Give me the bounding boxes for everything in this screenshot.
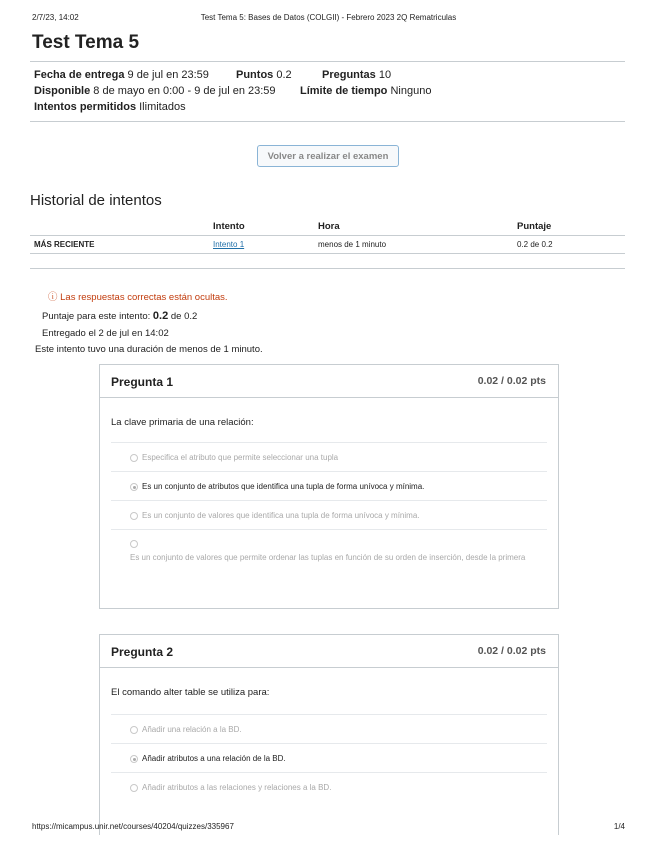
radio-button-selected[interactable] xyxy=(130,755,138,763)
attempt-score: 0.2 de 0.2 xyxy=(517,240,553,249)
footer-page-number: 1/4 xyxy=(613,822,625,831)
question-points: 0.02 / 0.02 pts xyxy=(477,645,546,657)
answer-option xyxy=(111,714,547,744)
answer-text: Es un conjunto de valores que identifica una tupla de forma unívoca y mínima. xyxy=(142,511,420,520)
points: Puntos 0.2 xyxy=(236,69,292,81)
answer-option xyxy=(111,743,547,773)
retake-quiz-button[interactable]: Volver a realizar el examen xyxy=(257,145,399,167)
answer-text: Especifica el atributo que permite seleccionar una tupla xyxy=(142,453,339,462)
question-card xyxy=(99,364,559,609)
answer-text: Añadir atributos a las relaciones y relaciones a la BD. xyxy=(142,783,332,792)
page-title: Test Tema 5 xyxy=(32,32,140,53)
column-header-attempt: Intento xyxy=(213,221,245,232)
time-limit: Límite de tiempo Ninguno xyxy=(300,85,432,97)
question-header xyxy=(100,635,558,668)
answer-text: Es un conjunto de atributos que identifica una tupla de forma unívoca y mínima. xyxy=(142,482,425,491)
answer-option xyxy=(111,471,547,501)
radio-button[interactable] xyxy=(130,726,138,734)
table-divider xyxy=(30,253,625,254)
question-card xyxy=(99,634,559,835)
radio-button[interactable] xyxy=(130,784,138,792)
due-date: Fecha de entrega 9 de jul en 23:59 xyxy=(34,69,209,81)
attempt-duration: Este intento tuvo una duración de menos de 1 minuto. xyxy=(35,344,263,355)
answer-option xyxy=(111,529,547,580)
answer-text: Es un conjunto de valores que permite ordenar las tuplas en función de su orden de inserción, desde la primera xyxy=(130,553,526,562)
row-label-most-recent: MÁS RECIENTE xyxy=(34,240,95,249)
allowed-attempts: Intentos permitidos Ilimitados xyxy=(34,101,186,113)
radio-button[interactable] xyxy=(130,454,138,462)
answer-option xyxy=(111,772,547,802)
question-text: La clave primaria de una relación: xyxy=(111,417,254,428)
attempt-1-link[interactable]: Intento 1 xyxy=(213,240,245,249)
answer-text: Añadir una relación a la BD. xyxy=(142,725,242,734)
question-title: Pregunta 2 xyxy=(111,645,174,659)
print-date: 2/7/23, 14:02 xyxy=(32,13,79,22)
table-row xyxy=(213,240,244,249)
divider xyxy=(30,61,625,62)
divider xyxy=(30,268,625,269)
question-title: Pregunta 1 xyxy=(111,375,174,389)
answers-hidden-notice: ⓘ Las respuestas correctas están ocultas. xyxy=(48,292,228,303)
answer-option xyxy=(111,500,547,530)
answer-text: Añadir atributos a una relación de la BD. xyxy=(142,754,286,763)
availability: Disponible 8 de mayo en 0:00 - 9 de jul en 23:59 xyxy=(34,85,276,97)
radio-button-selected[interactable] xyxy=(130,483,138,491)
radio-button[interactable] xyxy=(130,512,138,520)
footer-url: https://micampus.unir.net/courses/40204/quizzes/335967 xyxy=(32,822,234,831)
question-text: El comando alter table se utiliza para: xyxy=(111,687,270,698)
attempt-history-title: Historial de intentos xyxy=(30,192,162,209)
column-header-score: Puntaje xyxy=(517,221,552,232)
question-points: 0.02 / 0.02 pts xyxy=(477,375,546,387)
print-header xyxy=(32,13,625,25)
submitted-date: Entregado el 2 de jul en 14:02 xyxy=(42,328,169,339)
table-divider xyxy=(30,235,625,236)
question-header xyxy=(100,365,558,398)
attempt-time: menos de 1 minuto xyxy=(318,240,387,249)
radio-button[interactable] xyxy=(130,540,138,548)
answer-option xyxy=(111,442,547,472)
print-doc-title: Test Tema 5: Bases de Datos (COLGII) - Febrero 2023 2Q Rematriculas xyxy=(200,13,457,22)
column-header-time: Hora xyxy=(318,221,340,232)
divider xyxy=(30,121,625,122)
questions-count: Preguntas 10 xyxy=(322,69,392,81)
attempt-score-summary: Puntaje para este intento: 0.2 de 0.2 xyxy=(42,310,198,322)
